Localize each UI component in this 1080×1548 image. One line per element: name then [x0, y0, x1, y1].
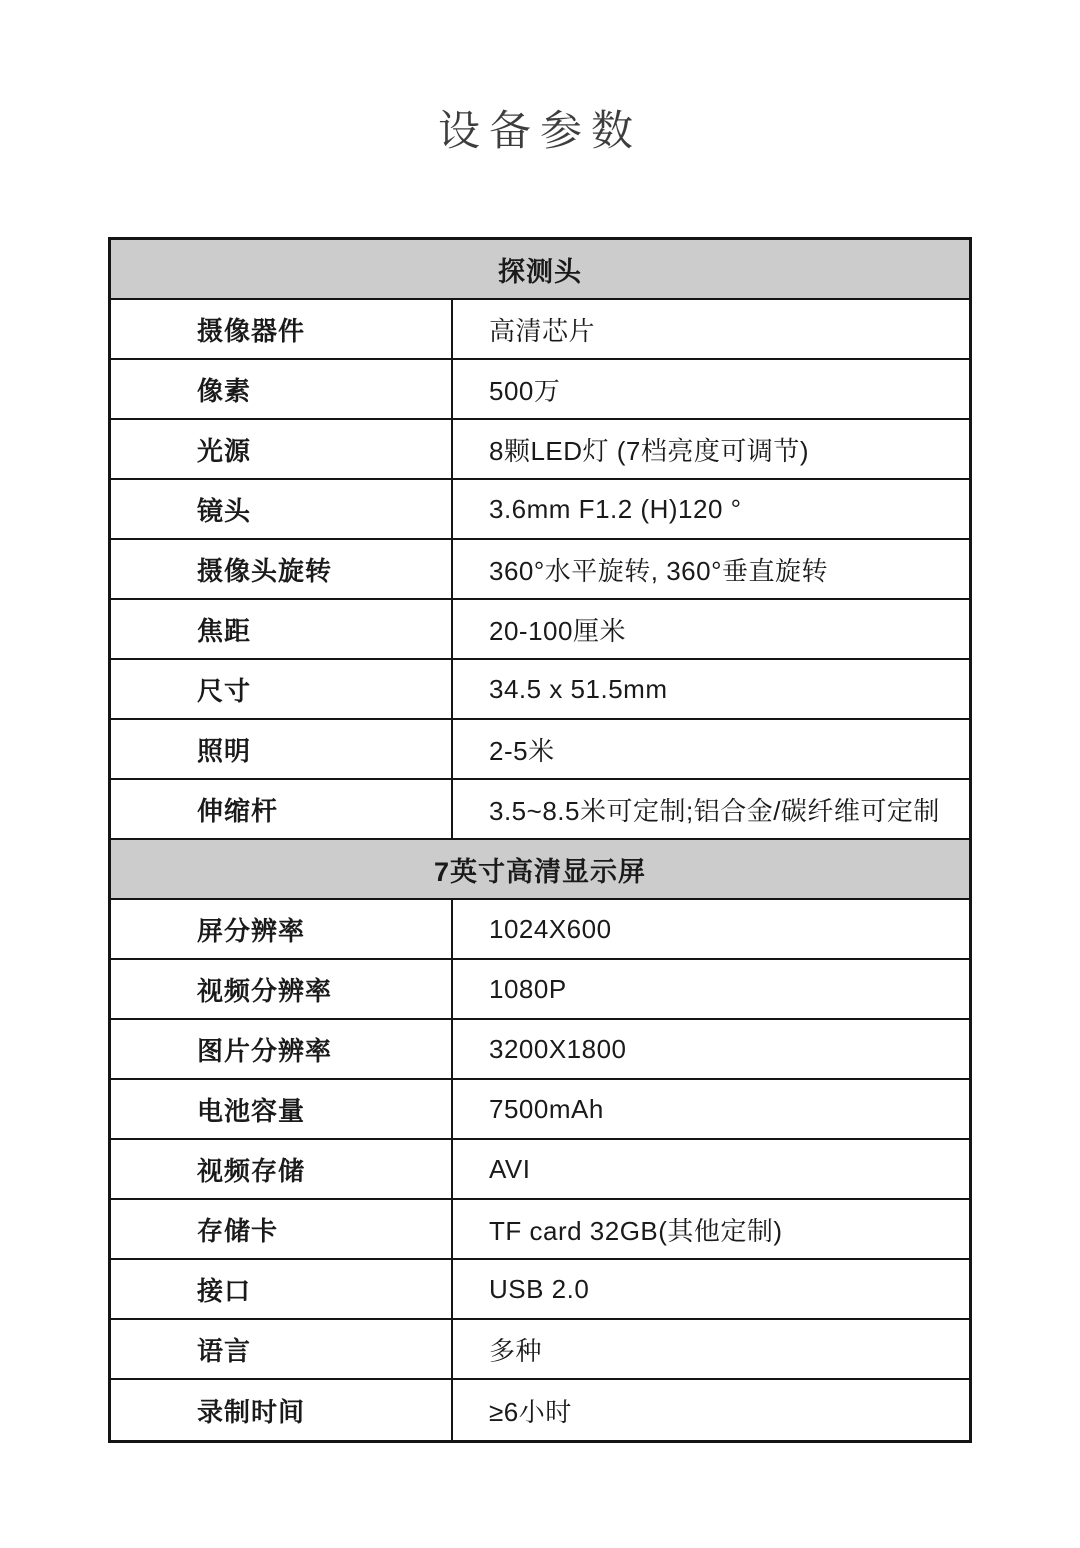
- spec-label: 存储卡: [111, 1200, 453, 1258]
- spec-label: 电池容量: [111, 1080, 453, 1138]
- spec-value: 34.5 x 51.5mm: [489, 673, 668, 704]
- spec-label: 录制时间: [111, 1380, 453, 1440]
- spec-row: [111, 480, 969, 540]
- spec-label: 视频存储: [111, 1140, 453, 1198]
- spec-value: 3.5~8.5米可定制;铝合金/碳纤维可定制: [489, 795, 940, 826]
- spec-label: 图片分辨率: [111, 1020, 453, 1078]
- spec-row: [111, 1020, 969, 1080]
- spec-label: 语言: [111, 1320, 453, 1378]
- spec-value: ≥6小时: [489, 1396, 572, 1427]
- spec-value: TF card 32GB(其他定制): [489, 1215, 783, 1246]
- spec-value: 高清芯片: [489, 315, 596, 346]
- spec-row: [111, 600, 969, 660]
- spec-label: 光源: [111, 420, 453, 478]
- spec-value: 360°水平旋转, 360°垂直旋转: [489, 555, 829, 586]
- spec-label: 视频分辨率: [111, 960, 453, 1018]
- spec-value: 1080P: [489, 973, 567, 1004]
- spec-label: 镜头: [111, 480, 453, 538]
- spec-value: USB 2.0: [489, 1273, 590, 1304]
- spec-value: 20-100厘米: [489, 615, 626, 646]
- spec-value: 7500mAh: [489, 1093, 604, 1124]
- spec-row: [111, 900, 969, 960]
- spec-label: 接口: [111, 1260, 453, 1318]
- spec-row: [111, 1200, 969, 1260]
- section-header: 7英寸高清显示屏: [111, 840, 969, 900]
- spec-row: [111, 1380, 969, 1440]
- spec-row: [111, 1080, 969, 1140]
- page-title: 设备参数: [437, 107, 642, 154]
- spec-row: [111, 1140, 969, 1200]
- spec-label: 焦距: [111, 600, 453, 658]
- spec-row: [111, 660, 969, 720]
- spec-row: [111, 960, 969, 1020]
- spec-table: [108, 237, 972, 1443]
- spec-value: 500万: [489, 375, 561, 406]
- spec-row: [111, 780, 969, 840]
- spec-value: 多种: [489, 1335, 543, 1366]
- spec-row: [111, 540, 969, 600]
- spec-value: 1024X600: [489, 913, 612, 944]
- section-header: 探测头: [111, 240, 969, 300]
- spec-label: 摄像头旋转: [111, 540, 453, 598]
- spec-row: [111, 420, 969, 480]
- spec-row: [111, 1320, 969, 1380]
- spec-value: 8颗LED灯 (7档亮度可调节): [489, 435, 810, 466]
- spec-label: 照明: [111, 720, 453, 778]
- spec-value: 3200X1800: [489, 1033, 627, 1064]
- spec-label: 尺寸: [111, 660, 453, 718]
- spec-value: 3.6mm F1.2 (H)120 °: [489, 493, 742, 524]
- spec-row: [111, 360, 969, 420]
- spec-row: [111, 300, 969, 360]
- spec-row: [111, 720, 969, 780]
- spec-label: 屏分辨率: [111, 900, 453, 958]
- spec-value: 2-5米: [489, 735, 555, 766]
- spec-label: 摄像器件: [111, 300, 453, 358]
- spec-row: [111, 1260, 969, 1320]
- spec-value: AVI: [489, 1153, 531, 1184]
- spec-label: 像素: [111, 360, 453, 418]
- spec-label: 伸缩杆: [111, 780, 453, 838]
